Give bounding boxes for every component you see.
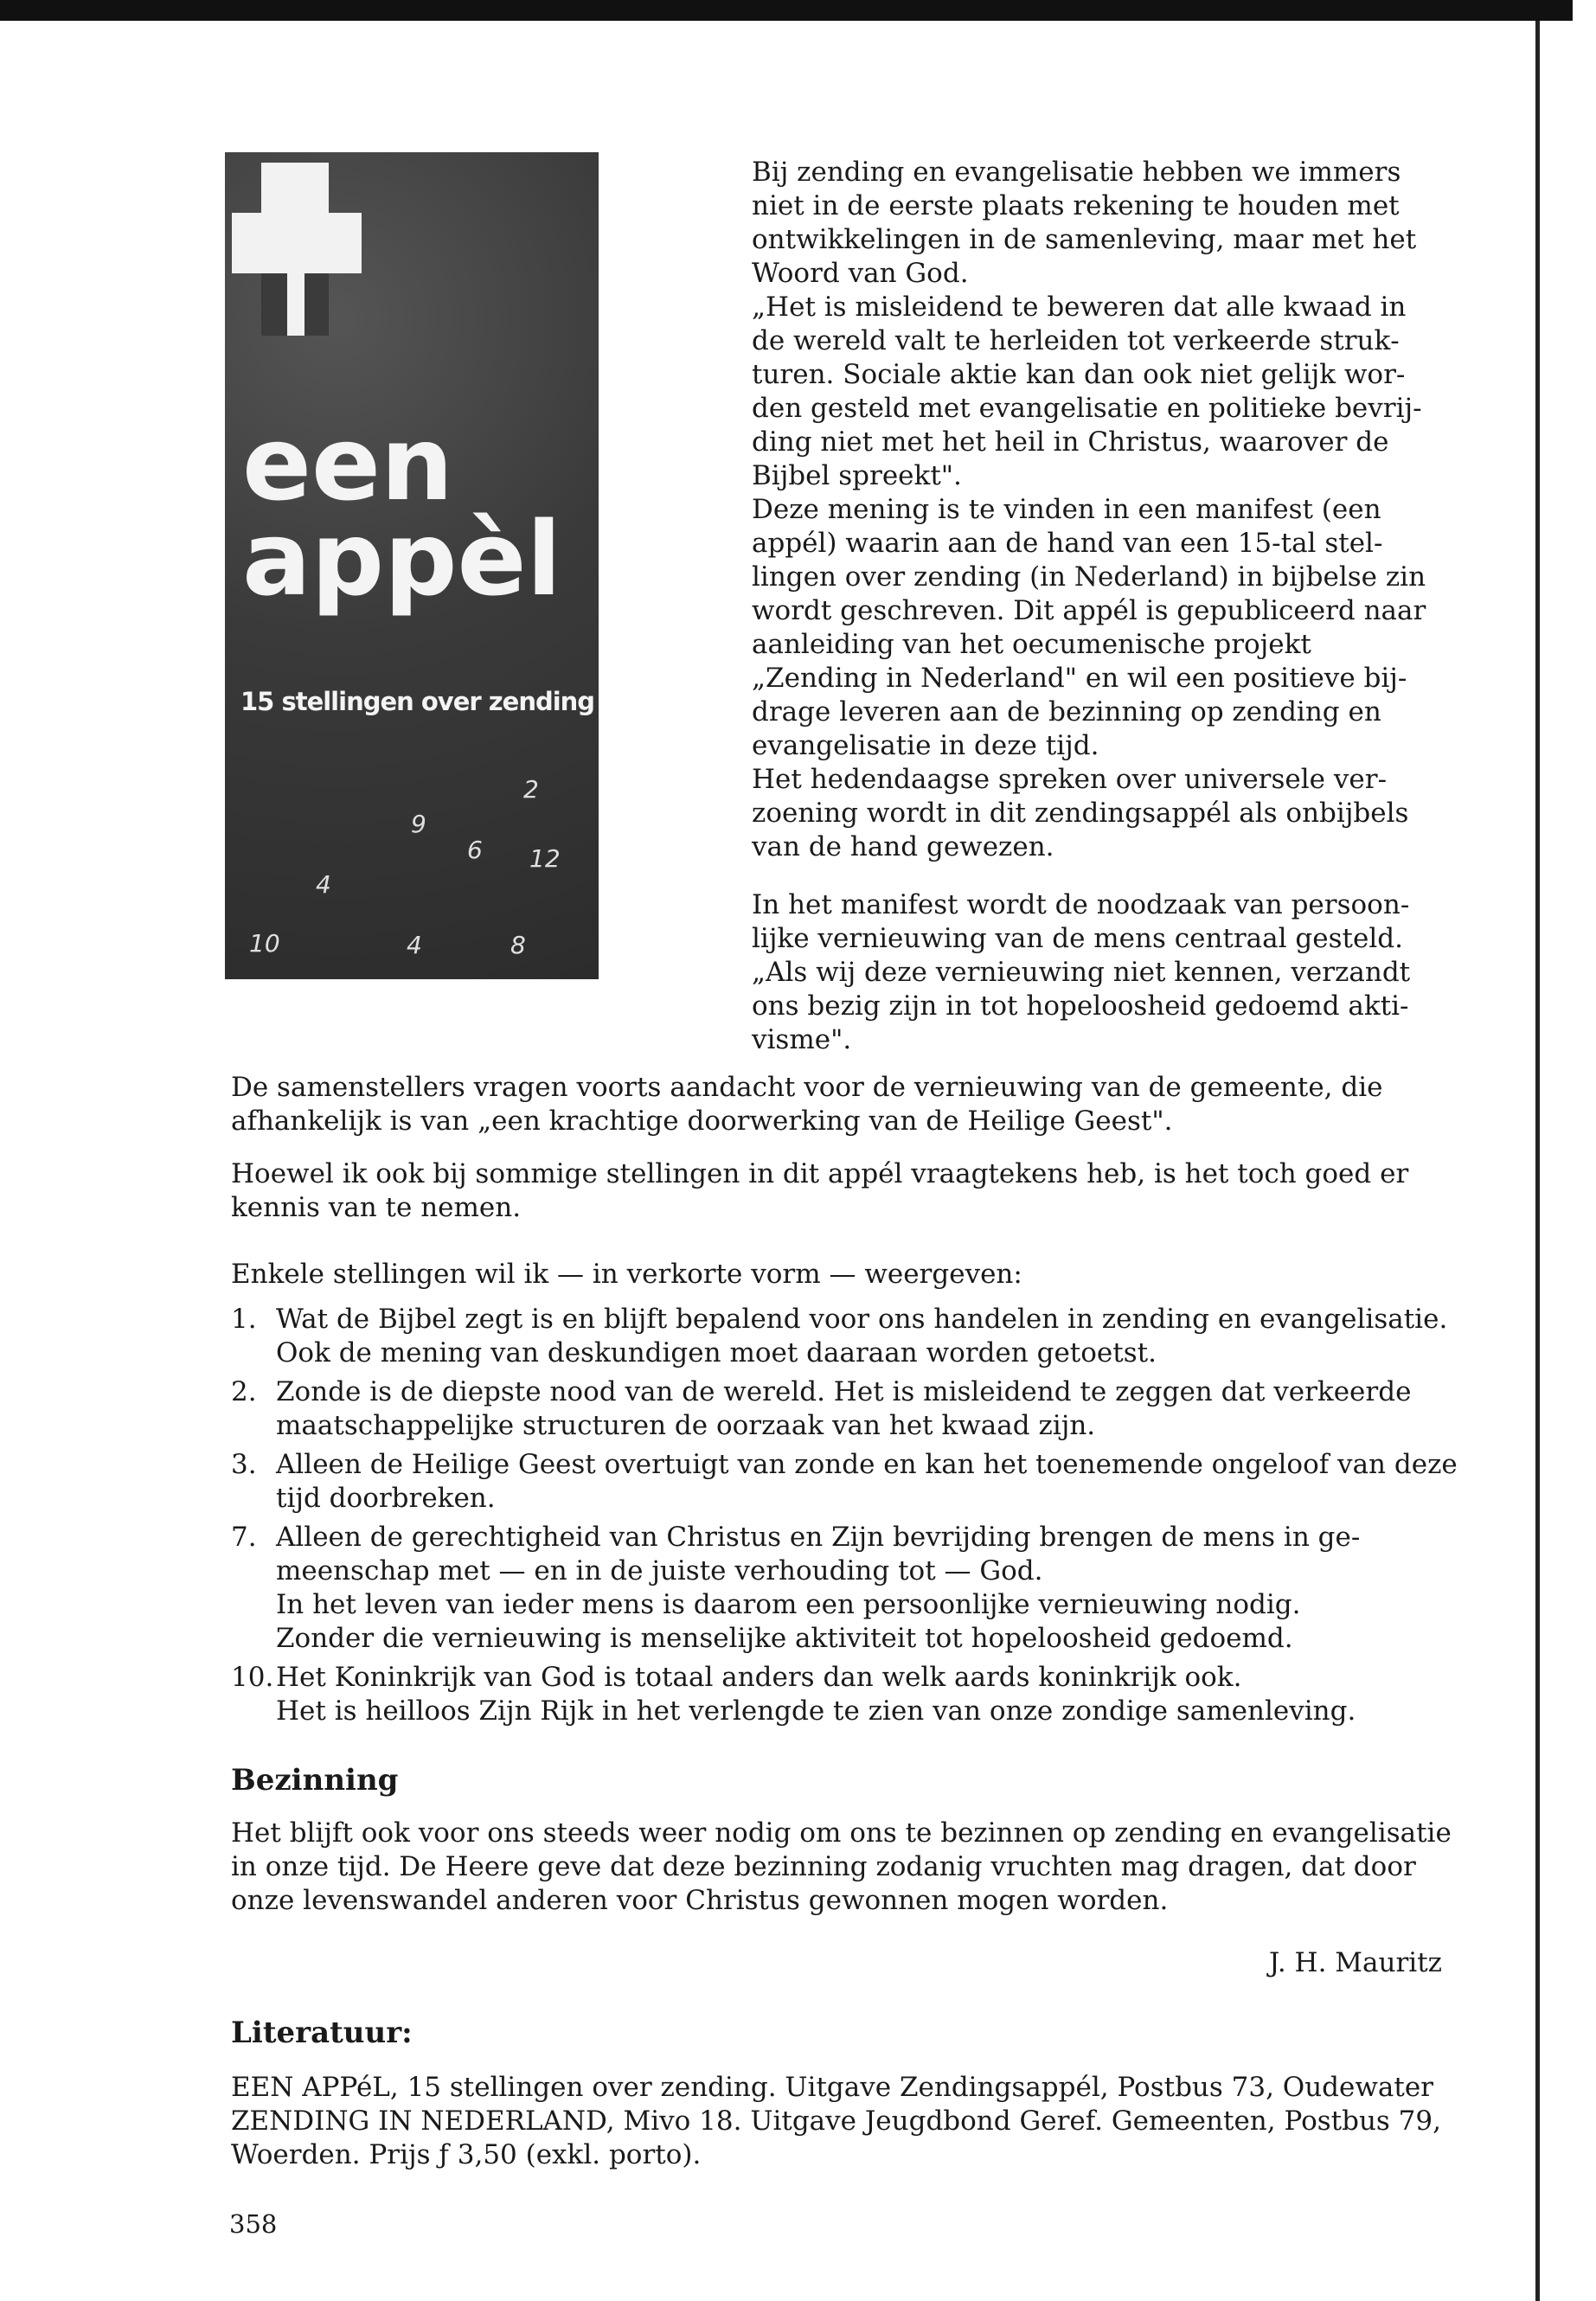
paragraph: Het blijft ook voor ons steeds weer nodig om ons te bezinnen op zending en evangelisatie in onze tijd. De Heere geve dat deze bezinning zodanig vruchten mag dragen, dat door onze levenswandel anderen voor Christus gewonnen mogen worden. [231,1817,1452,1916]
list-number: 3. [231,1449,257,1480]
book-cover-image [225,152,599,979]
cross-symbol-bar [232,213,362,273]
cover-number: 4 [407,931,422,959]
list-text: Zonde is de diepste nood van de wereld. Het is misleidend te zeggen dat verkeerde maatschappelijke structuren de oorzaak van het kwaad zijn. [276,1376,1412,1441]
paragraph: In het manifest wordt de noodzaak van persoonlijke vernieuwing van de mens centraal gesteld. „Als wij deze vernieuwing niet kennen, verzandt ons bezig zijn in tot hopeloosheid gedoemd aktivisme". [752,889,1411,1055]
cover-number: 2 [523,775,539,804]
list-text-extra: Het is heilloos Zijn Rijk in het verlengde te zien van onze zondige samenleving. [276,1695,1356,1727]
page-number: 358 [229,2209,278,2239]
bezinning-text [231,1817,1459,1918]
cover-title-line1: een [242,404,454,523]
list-item [231,1448,1459,1516]
author-signature: J. H. Mauritz [1268,1947,1442,1978]
literatuur-list [231,2071,1459,2172]
paragraph: Enkele stellingen wil ik — in verkorte vorm — weergeven: [231,1259,1022,1290]
cover-number: 9 [411,810,426,838]
paragraph: Deze mening is te vinden in een manifest (een appél) waarin aan de hand van een 15-tal stellingen over zending (in Nederland) in bijbelse zin wordt geschreven. Dit appél is gepubliceerd naar aanleiding van het oecumenische projekt „Zending in Nederland" en wil een positieve bijdrage leveren aan de bezinning op zending en evangelisatie in deze tijd. [752,494,1426,761]
list-text: Het Koninkrijk van God is totaal anders dan welk aards koninkrijk ook. [276,1662,1242,1693]
reference-line: EEN APPéL, 15 stellingen over zending. Uitgave Zendingsappél, Postbus 73, Oudewater [231,2072,1434,2103]
cover-subtitle: 15 stellingen over zending [240,687,595,716]
cover-number: 12 [529,844,561,873]
list-item [231,1375,1459,1443]
paragraph: De samenstellers vragen voorts aandacht voor de vernieuwing van de gemeente, die afhankelijk is van „een krachtige doorwerking van de Heilige Geest". [231,1072,1383,1137]
list-item [231,1303,1459,1370]
list-number: 1. [231,1304,257,1335]
list-number: 2. [231,1376,257,1407]
stellingen-list [231,1303,1459,1728]
top-border [0,0,1573,21]
list-text: Alleen de gerechtigheid van Christus en Zijn bevrijding brengen de mens in gemeenschap met — en in de juiste verhouding tot — God. [276,1522,1361,1586]
literatuur-heading: Literatuur: [231,2016,413,2050]
main-text [231,1071,1459,1292]
paragraph: Hoewel ik ook bij sommige stellingen in dit appél vraagtekens heb, is het toch goed er kennis van te nemen. [231,1158,1409,1223]
cover-title-line2: appèl [242,499,562,619]
cover-number: 4 [316,870,331,899]
list-text-extra: Zonder die vernieuwing is menselijke aktiviteit tot hopeloosheid gedoemd. [276,1623,1293,1654]
cover-number: 8 [510,931,526,959]
paragraph: Het hedendaagse spreken over universele verzoening wordt in dit zendingsappél als onbijbels van de hand gewezen. [752,764,1409,862]
right-column-text [752,156,1444,1057]
quote-paragraph: „Het is misleidend te beweren dat alle kwaad in de wereld valt te herleiden tot verkeerde strukturen. Sociale aktie kan dan ook niet gelijk worden gesteld met evangelisatie en politieke bevrijding niet met het heil in Christus, waarover de Bijbel spreekt". [752,292,1422,491]
list-item [231,1661,1459,1728]
list-text-extra: In het leven van ieder mens is daarom een persoonlijke vernieuwing nodig. [276,1589,1301,1620]
list-text: Wat de Bijbel zegt is en blijft bepalend voor ons handelen in zending en evangelisatie. Ook de mening van deskundigen moet daaraan worden getoetst. [276,1304,1448,1368]
paragraph: Bij zending en evangelisatie hebben we immers niet in de eerste plaats rekening te houden met ontwikkelingen in de samenleving, maar met het Woord van God. [752,157,1417,289]
list-item [231,1521,1459,1656]
right-border [1535,21,1540,2301]
cover-number: 6 [467,836,483,864]
list-number: 7. [231,1522,257,1553]
bezinning-heading: Bezinning [231,1763,399,1798]
list-number: 10. [231,1662,274,1693]
cover-number: 10 [249,929,280,958]
reference-line: ZENDING IN NEDERLAND, Mivo 18. Uitgave Jeugdbond Geref. Gemeenten, Postbus 79, Woerden. Prijs ƒ 3,50 (exkl. porto). [231,2106,1441,2170]
list-text: Alleen de Heilige Geest overtuigt van zonde en kan het toenemende ongeloof van deze tijd doorbreken. [276,1449,1458,1514]
